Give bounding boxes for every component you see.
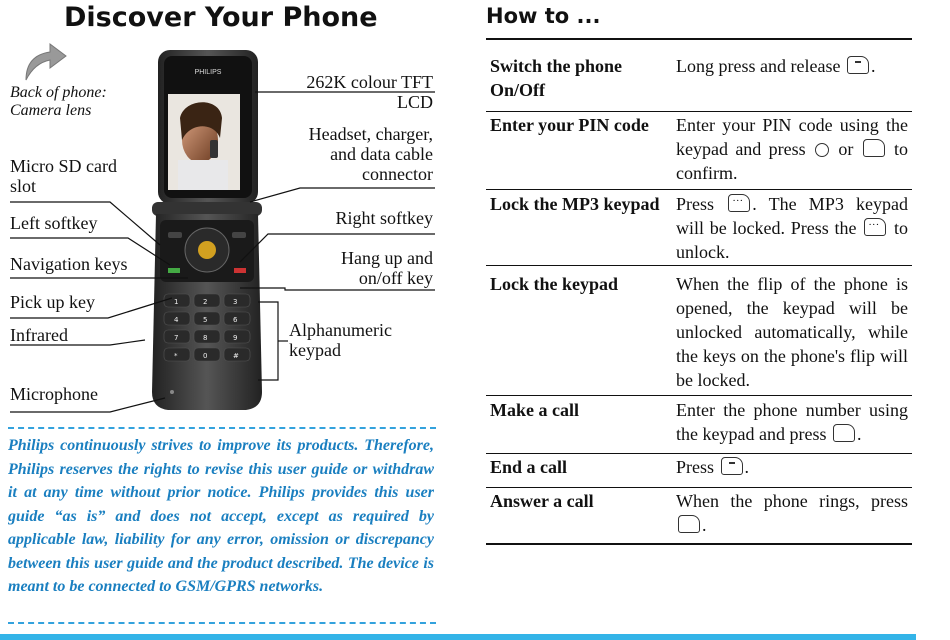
row-value: When the phone rings, press . bbox=[676, 491, 908, 535]
microphone-label: Microphone bbox=[10, 384, 98, 404]
table-row bbox=[486, 111, 912, 190]
brand-logo: PHILIPS bbox=[194, 69, 222, 76]
ok-key-icon bbox=[815, 143, 829, 157]
row-value: When the flip of the phone is opened, the keypad will be unlocked automatically, while the keys on the phone's flip will be locked. bbox=[676, 274, 908, 390]
pickup-key-icon bbox=[833, 424, 855, 442]
mp3-key-icon bbox=[728, 194, 750, 212]
microsd-label: Micro SD card slot bbox=[10, 156, 117, 196]
svg-text:3: 3 bbox=[233, 298, 238, 306]
row-key: Enter your PIN code bbox=[490, 115, 649, 135]
table-row bbox=[486, 54, 912, 112]
row-key: End a call bbox=[490, 457, 568, 477]
svg-text:1: 1 bbox=[174, 298, 179, 306]
svg-text:5: 5 bbox=[203, 316, 208, 324]
svg-text:9: 9 bbox=[233, 334, 238, 342]
svg-text:0: 0 bbox=[203, 352, 208, 360]
row-key: Lock the MP3 keypad bbox=[490, 194, 660, 214]
disclaimer-text: Philips continuously strives to improve its products. Therefore, Philips reserves the rights to revise this user guide or withdraw it at any time without prior notice. Philips provides this user guide “as is” and does not accept, except as required by applicable law, liability for any error, omission or discrepancy between this user guide and the product described. The device is meant to be connected to GSM/GPRS networks. bbox=[8, 437, 434, 595]
howto-title: How to ... bbox=[486, 4, 601, 28]
page-title: Discover Your Phone bbox=[64, 2, 378, 33]
howto-rule bbox=[486, 38, 912, 40]
end-key-icon bbox=[847, 56, 869, 74]
row-key: Switch the phone On/Off bbox=[490, 56, 623, 100]
svg-text:4: 4 bbox=[174, 316, 179, 324]
svg-text:#: # bbox=[233, 352, 239, 360]
row-value: Long press and release . bbox=[676, 56, 876, 76]
left-softkey-label: Left softkey bbox=[10, 213, 98, 233]
tft-label: 262K colour TFT LCD bbox=[306, 72, 433, 112]
nav-keys-label: Navigation keys bbox=[10, 254, 128, 274]
right-softkey-label: Right softkey bbox=[335, 208, 433, 228]
headset-label: Headset, charger, and data cable connector bbox=[308, 124, 433, 184]
page-bottom-bar bbox=[0, 634, 916, 640]
end-key-icon bbox=[721, 457, 743, 475]
table-row bbox=[486, 265, 912, 396]
disclaimer-top-rule bbox=[8, 427, 436, 429]
disclaimer-bottom-rule bbox=[8, 622, 436, 624]
left-softkey-icon bbox=[863, 139, 885, 157]
svg-text:6: 6 bbox=[233, 316, 238, 324]
row-key: Answer a call bbox=[490, 491, 594, 511]
mp3-key-icon bbox=[864, 218, 886, 236]
table-row bbox=[486, 487, 912, 545]
hangup-label: Hang up and on/off key bbox=[341, 248, 433, 288]
row-key: Lock the keypad bbox=[490, 274, 619, 294]
row-key: Make a call bbox=[490, 400, 579, 420]
infrared-label: Infrared bbox=[10, 325, 68, 345]
row-value: Enter your PIN code using the keypad and press or to confirm. bbox=[676, 115, 909, 183]
back-of-phone-label: Back of phone: Camera lens bbox=[10, 84, 107, 119]
svg-text:*: * bbox=[174, 352, 178, 360]
svg-text:8: 8 bbox=[203, 334, 208, 342]
pickup-key-icon bbox=[678, 515, 700, 533]
row-value: Press ··· . The MP3 keypad will be locked. Press the ··· to unlock. bbox=[676, 192, 908, 264]
table-row bbox=[486, 453, 912, 488]
table-row bbox=[486, 395, 912, 454]
svg-text:7: 7 bbox=[174, 334, 179, 342]
row-value: Enter the phone number using the keypad and press . bbox=[676, 400, 908, 444]
alphanumeric-label: Alphanumeric keypad bbox=[289, 320, 392, 360]
table-row bbox=[486, 189, 912, 266]
pickup-label: Pick up key bbox=[10, 292, 95, 312]
row-value: Press . bbox=[676, 457, 750, 477]
svg-text:2: 2 bbox=[203, 298, 208, 306]
